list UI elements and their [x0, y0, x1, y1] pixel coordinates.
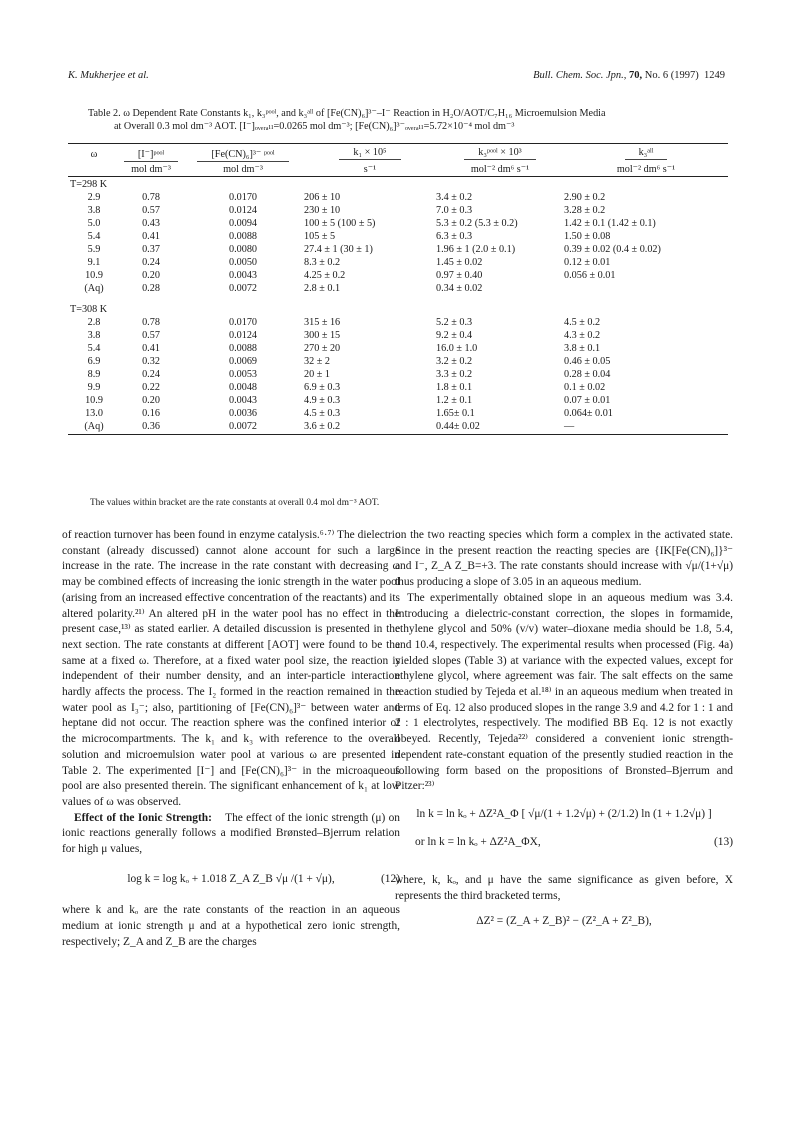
table-row	[68, 355, 728, 368]
equation-13-line-1: ln k = ln kₒ + ΔZ²A_Φ [ √μ/(1 + 1.2√μ) + (2/1.2) ln (1 + 1.2√μ) ]	[416, 807, 712, 820]
header-k1: k₁ × 10⁵	[339, 146, 400, 160]
equation-13	[395, 807, 733, 863]
table-cell: 5.9	[87, 244, 101, 255]
table-cell: 105 ± 5	[304, 231, 336, 242]
table-cell: 13.0	[85, 408, 103, 419]
unit-k3-all: mol⁻² dm⁶ s⁻¹	[564, 162, 728, 177]
journal-name: Bull. Chem. Soc. Jpn.,	[533, 70, 627, 81]
table-cell: 0.28 ± 0.04	[564, 369, 611, 380]
table-cell: 4.3 ± 0.2	[564, 330, 601, 341]
section-label: T=298 K	[70, 178, 108, 190]
table-cell: 0.0072	[228, 283, 257, 294]
table-cell: 206 ± 10	[304, 192, 341, 203]
table-cell: 10.9	[85, 395, 103, 406]
table-cell: 3.28 ± 0.2	[564, 205, 606, 216]
table-row	[68, 230, 728, 243]
table-cell: 3.8	[87, 205, 101, 216]
running-header-authors: K. Mukherjee et al.	[68, 70, 149, 81]
table-cell: 27.4 ± 1 (30 ± 1)	[304, 244, 373, 255]
table-row	[68, 282, 728, 295]
table-cell: 0.0080	[228, 244, 257, 255]
table-cell: 6.9 ± 0.3	[304, 382, 341, 393]
rate-constants-table	[68, 143, 728, 435]
table-cell: 8.9	[87, 369, 101, 380]
header-iodide-pool: [I⁻]ᵖᵒᵒˡ	[124, 148, 178, 162]
table-cell: 300 ± 15	[304, 330, 341, 341]
table-cell: (Aq)	[68, 420, 120, 435]
table-cell: 3.2 ± 0.2	[436, 356, 473, 367]
caption-line-1: Table 2. ω Dependent Rate Constants k₁, k₃ᵖᵒᵒˡ, and k₃ᵃˡˡ of [Fe(CN)₆]³⁻–I⁻ Reaction in H₂O/AOT/C₇H₁₆ Microemulsion Media	[88, 108, 606, 119]
table-cell: 0.39 ± 0.02 (0.4 ± 0.02)	[564, 244, 661, 255]
page-number: 1249	[704, 70, 725, 81]
table-cell: 0.0043	[228, 270, 257, 281]
table-cell: 1.96 ± 1 (2.0 ± 0.1)	[436, 244, 516, 255]
table-footnote: The values within bracket are the rate constants at overall 0.4 mol dm⁻³ AOT.	[90, 498, 380, 508]
table-cell: 0.0170	[228, 317, 257, 328]
table-cell: 0.97 ± 0.40	[436, 270, 483, 281]
table-cell: 0.57	[142, 330, 160, 341]
table-cell: 0.0069	[228, 356, 257, 367]
section-label-row	[68, 177, 728, 192]
table-row	[68, 342, 728, 355]
left-paragraph-2-text: The effect of the ionic strength (μ) on ionic reactions generally follows a modified Brønsted–Bjerrum relation for high μ values,	[62, 811, 400, 856]
table-cell: 0.22	[142, 382, 160, 393]
table-cell: 0.28	[142, 283, 160, 294]
table-cell: 32 ± 2	[304, 356, 330, 367]
table-cell: 9.2 ± 0.4	[436, 330, 473, 341]
section-label-row	[68, 302, 728, 316]
table-cell: 0.07 ± 0.01	[564, 395, 611, 406]
table-cell: 5.4	[87, 231, 101, 242]
table-cell: 9.9	[87, 382, 101, 393]
table-cell: 0.57	[142, 205, 160, 216]
table-cell: 5.4	[87, 343, 101, 354]
left-paragraph-1: of reaction turnover has been found in enzyme catalysis.⁶·⁷⁾ The dielectric constant (already discussed) cannot alone account for such a large increase in the rate. The increase in the rate constant with decreasing ω may be combined effects of increasing the ionic strength in the water pool (arising from an increased effective concentration of the reactants) and its altered polarity.²¹⁾ An altered pH in the water pool has no effect in the present case,¹³⁾ as stated earlier. A detailed discussion is presented in the next section. The rate constants at different [AOT] were found to be the same at a fixed ω. Therefore, at a fixed water pool size, the reaction is independent of their number density, and an inter-particle interaction hardly affects the process. The I₂ formed in the reaction remained in the water pool as I₃⁻; also, partitioning of [Fe(CN)₆]³⁻ between water and heptane did not occur. The reaction sphere was the confined interior of the microcompartments. The k₁ and k₃ with reference to the overall solution and microemulsion water pool at various ω are presented in Table 2. The experimented [I⁻] and [Fe(CN)₆]³⁻ in the microaqueous pool are also presented therein. The significant enhancement of k₁ at low values of ω was observed.	[62, 529, 400, 808]
section-label: T=308 K	[70, 303, 108, 315]
right-column	[395, 528, 733, 940]
table-cell: 100 ± 5 (100 ± 5)	[304, 218, 376, 229]
table-row	[68, 394, 728, 407]
table-cell: 0.20	[142, 270, 160, 281]
unit-k3-pool: mol⁻² dm⁶ s⁻¹	[436, 162, 564, 177]
table-row	[68, 256, 728, 269]
table-cell: 0.46 ± 0.05	[564, 356, 611, 367]
table-cell: 0.0053	[228, 369, 257, 380]
table-row	[68, 204, 728, 217]
table-cell: 8.3 ± 0.2	[304, 257, 341, 268]
table-units-row	[68, 162, 728, 177]
unit-iodide: mol dm⁻³	[120, 162, 182, 177]
table-cell: 0.1 ± 0.02	[564, 382, 606, 393]
table-cell: 5.2 ± 0.3	[436, 317, 473, 328]
table-cell: 4.25 ± 0.2	[304, 270, 346, 281]
table-cell: 0.0072	[182, 420, 304, 435]
table-cell: 4.5 ± 0.3	[304, 408, 341, 419]
table-cell: 2.9	[87, 192, 101, 203]
equation-12-number: (12)	[381, 872, 400, 885]
caption-line-2: at Overall 0.3 mol dm⁻³ AOT. [I⁻]ₒᵥₑᵣₐₗₗ=0.0265 mol dm⁻³; [Fe(CN)₆]³⁻ₒᵥₑᵣₐₗₗ=5.72×10⁻⁴ mol dm⁻³	[114, 121, 515, 132]
right-paragraph-1: on the two reacting species which form a complex in the activated state. Since in the present reaction the reacting species are {IK[Fe(CN)₆]}³⁻ and I⁻, Z_A Z_B=+3. The rate constants should increase with √μ/(1+√μ) thus producing a slope of 3.05 in an aqueous medium.	[395, 529, 733, 589]
equation-13-line-2-body: or ln k = ln kₒ + ΔZ²A_ΦX,	[415, 835, 541, 848]
table-cell: 0.0124	[228, 330, 257, 341]
left-paragraph-2	[62, 811, 400, 858]
table-cell: 9.1	[87, 257, 101, 268]
journal-volume: 70,	[629, 70, 643, 81]
table-cell: 3.4 ± 0.2	[436, 192, 473, 203]
table-cell: 0.0088	[228, 231, 257, 242]
table-cell: 4.9 ± 0.3	[304, 395, 341, 406]
table-cell: 0.24	[142, 257, 160, 268]
table-cell: 0.0050	[228, 257, 257, 268]
table-cell: 7.0 ± 0.3	[436, 205, 473, 216]
table-cell: 0.32	[142, 356, 160, 367]
table-row	[68, 420, 728, 435]
table-cell: 0.0094	[228, 218, 257, 229]
table-cell: —	[564, 420, 728, 435]
table-cell: 5.3 ± 0.2 (5.3 ± 0.2)	[436, 218, 518, 229]
table-cell	[564, 282, 728, 295]
table-cell: 0.41	[142, 343, 160, 354]
table-cell: 0.0048	[228, 382, 257, 393]
table-cell: 0.37	[142, 244, 160, 255]
section-heading-ionic-strength: Effect of the Ionic Strength:	[74, 811, 212, 824]
equation-13-number: (13)	[714, 835, 733, 848]
table-cell: 0.78	[142, 317, 160, 328]
table-cell: 1.65± 0.1	[436, 408, 475, 419]
table-cell: 0.44± 0.02	[436, 420, 564, 435]
table-row	[68, 407, 728, 420]
table-row	[68, 243, 728, 256]
equation-12	[62, 872, 400, 888]
table-row	[68, 368, 728, 381]
unit-ferricyanide: mol dm⁻³	[182, 162, 304, 177]
table-cell: 1.50 ± 0.08	[564, 231, 611, 242]
table-row	[68, 217, 728, 230]
table-cell: 0.43	[142, 218, 160, 229]
equation-14: ΔZ² = (Z_A + Z_B)² − (Z²_A + Z²_B),	[476, 915, 652, 928]
table-row	[68, 381, 728, 394]
table-row	[68, 191, 728, 204]
right-paragraph-2: The experimentally obtained slope in an aqueous medium was 3.4. Introducing a dielectric-constant correction, the slopes in formamide, ethylene glycol and 50% (v/v) water–dioxane media should be 1.8, 5.4, and 10.4, respectively. The experimental results when processed (Fig. 4a) yielded slopes (Table 3) at variance with the expected values, except for ethylene glycol, where agreement was fair. The salt effects on the same reaction studied by Tejeda et al.¹⁸⁾ in an aqueous medium when treated in terms of Eq. 12 also produced slopes in the range 3.9 and 4.2 for 1 : 1 and 2 : 1 electrolytes, respectively. The modified BB Eq. 12 is not exactly obeyed. Recently, Tejeda²²⁾ considered a convenient ionic strength-dependent rate-constant equation of the presently studied reaction in the following form based on the propositions of Bronsted–Bjerrum and Pitzer:²³⁾	[395, 591, 733, 793]
table-cell: 2.8	[87, 317, 101, 328]
table-row	[68, 269, 728, 282]
table-cell: 0.0124	[228, 205, 257, 216]
unit-k1: s⁻¹	[304, 162, 436, 177]
table-cell: 0.16	[142, 408, 160, 419]
table-cell: 0.36	[120, 420, 182, 435]
running-header-journal	[533, 70, 725, 81]
equation-13-line-2	[395, 835, 733, 863]
table-cell: 0.24	[142, 369, 160, 380]
table-cell: 3.6 ± 0.2	[304, 420, 436, 435]
table-cell: 0.0088	[228, 343, 257, 354]
table-cell: 2.90 ± 0.2	[564, 192, 606, 203]
left-paragraph-3: where k and kₒ are the rate constants of the reaction in an aqueous medium at ionic strength μ and at a hypothetical zero ionic strength, respectively; Z_A and Z_B are the charges	[62, 904, 400, 948]
table-cell: 1.8 ± 0.1	[436, 382, 473, 393]
table-cell: 315 ± 16	[304, 317, 341, 328]
table-cell: 16.0 ± 1.0	[436, 343, 478, 354]
section-gap	[68, 295, 728, 302]
table-cell: 1.45 ± 0.02	[436, 257, 483, 268]
table-cell: 10.9	[85, 270, 103, 281]
table-cell: 2.8 ± 0.1	[304, 283, 341, 294]
table-cell: 6.9	[87, 356, 101, 367]
table-cell: 5.0	[87, 218, 101, 229]
table-cell: 0.0036	[228, 408, 257, 419]
table-cell: 230 ± 10	[304, 205, 341, 216]
table-cell: 6.3 ± 0.3	[436, 231, 473, 242]
header-omega: ω	[68, 144, 120, 163]
table-cell: 3.8	[87, 330, 101, 341]
equation-12-body: log k = log kₒ + 1.018 Z_A Z_B √μ /(1 + √μ),	[127, 872, 335, 885]
header-k3-pool: k₃ᵖᵒᵒˡ × 10³	[464, 146, 535, 160]
table-cell: 0.12 ± 0.01	[564, 257, 611, 268]
table-cell: 3.3 ± 0.2	[436, 369, 473, 380]
table-cell: 0.056 ± 0.01	[564, 270, 616, 281]
table-cell: 0.20	[142, 395, 160, 406]
unit-omega	[68, 162, 120, 177]
table-row	[68, 329, 728, 342]
journal-issue: No. 6 (1997)	[644, 70, 699, 81]
table-cell: 1.2 ± 0.1	[436, 395, 473, 406]
table-cell: 0.064± 0.01	[564, 408, 613, 419]
table-cell: 0.0043	[228, 395, 257, 406]
table-header-row	[68, 144, 728, 163]
table-cell: 0.0170	[228, 192, 257, 203]
table-cell: 1.42 ± 0.1 (1.42 ± 0.1)	[564, 218, 656, 229]
right-paragraph-3: where, k, kₒ, and μ have the same significance as given before, X represents the third bracketed terms,	[395, 873, 733, 902]
table-row	[68, 316, 728, 329]
table-caption	[88, 107, 728, 133]
table-cell: 0.41	[142, 231, 160, 242]
header-k3-all: k₃ᵃˡˡ	[625, 146, 668, 160]
table-cell: 0.34 ± 0.02	[436, 283, 483, 294]
table-cell: 0.78	[142, 192, 160, 203]
table-cell: 4.5 ± 0.2	[564, 317, 601, 328]
table-cell: 20 ± 1	[304, 369, 330, 380]
table-body	[68, 177, 728, 435]
table-cell: (Aq)	[84, 283, 104, 294]
left-column	[62, 528, 400, 951]
table-cell: 270 ± 20	[304, 343, 341, 354]
header-ferricyanide-pool: [Fe(CN)₆]³⁻ ᵖᵒᵒˡ	[197, 148, 288, 162]
table-cell: 3.8 ± 0.1	[564, 343, 601, 354]
